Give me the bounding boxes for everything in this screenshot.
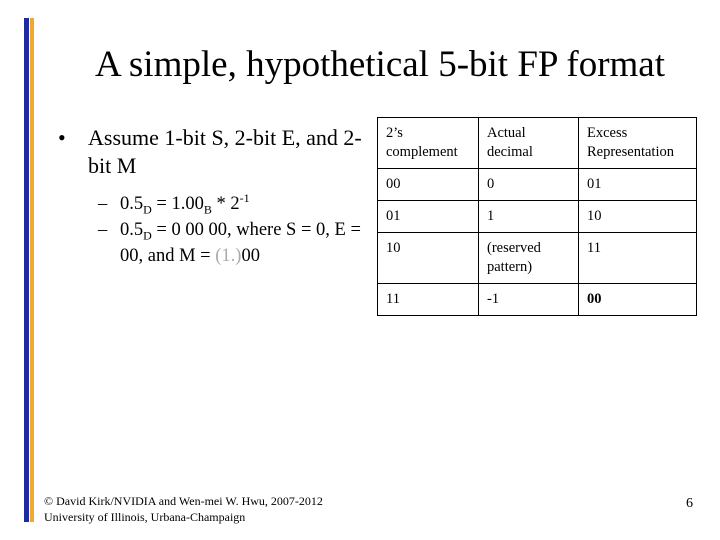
copyright-footer <box>44 493 323 525</box>
table-cell: -1 <box>479 284 579 316</box>
sub-bullet-1 <box>98 191 376 217</box>
sub2-a: 0.5 <box>120 220 144 240</box>
footer-line-1: © David Kirk/NVIDIA and Wen-mei W. Hwu, 2007-2012 <box>44 494 323 508</box>
table-cell-highlighted: 00 <box>579 284 697 316</box>
slide-title: A simple, hypothetical 5-bit FP format <box>94 44 665 85</box>
table-cell: 01 <box>579 169 697 201</box>
dash-icon: – <box>98 220 108 240</box>
table-cell: (reserved pattern) <box>479 233 579 284</box>
fp-encoding-table <box>377 117 697 316</box>
sub2-gray-implicit-one: (1.) <box>215 246 242 266</box>
sub1-a-subscript: D <box>143 202 152 217</box>
sub1-b: = 1.00 <box>151 194 204 214</box>
header-cell: Excess Representation <box>579 118 697 169</box>
sub-bullet-list <box>98 191 376 269</box>
page-number: 6 <box>686 496 693 511</box>
sub1-a: 0.5 <box>120 194 144 214</box>
sub2-c: 00 <box>241 246 260 266</box>
sub2-b: = 0 00 00, where S = 0, E = 00, and M = <box>120 220 361 266</box>
table-cell: 01 <box>378 201 479 233</box>
left-accent-bar-orange <box>30 18 34 522</box>
sub-bullet-2 <box>98 217 376 269</box>
dash-icon: – <box>98 194 108 214</box>
table-header-row <box>378 118 697 169</box>
bullet-dot-icon: • <box>58 125 66 150</box>
table-cell: 1 <box>479 201 579 233</box>
table-row <box>378 169 697 201</box>
header-cell: Actual decimal <box>479 118 579 169</box>
table-row <box>378 233 697 284</box>
bullet-main-text: Assume 1-bit S, 2-bit E, and 2-bit M <box>88 125 362 178</box>
left-accent-bar-blue <box>24 18 29 522</box>
table-cell: 11 <box>378 284 479 316</box>
sub1-c-superscript: -1 <box>239 190 250 205</box>
bullet-list <box>58 124 376 269</box>
bullet-main <box>58 124 376 180</box>
table-row <box>378 201 697 233</box>
sub1-c: * 2 <box>211 194 240 214</box>
table-cell: 00 <box>378 169 479 201</box>
table-cell: 11 <box>579 233 697 284</box>
table-cell: 0 <box>479 169 579 201</box>
table-row <box>378 284 697 316</box>
table-cell: 10 <box>579 201 697 233</box>
sub1-b-subscript: B <box>203 202 212 217</box>
header-cell: 2’s complement <box>378 118 479 169</box>
footer-line-2: University of Illinois, Urbana-Champaign <box>44 510 246 524</box>
table-cell: 10 <box>378 233 479 284</box>
sub2-a-subscript: D <box>143 228 152 243</box>
